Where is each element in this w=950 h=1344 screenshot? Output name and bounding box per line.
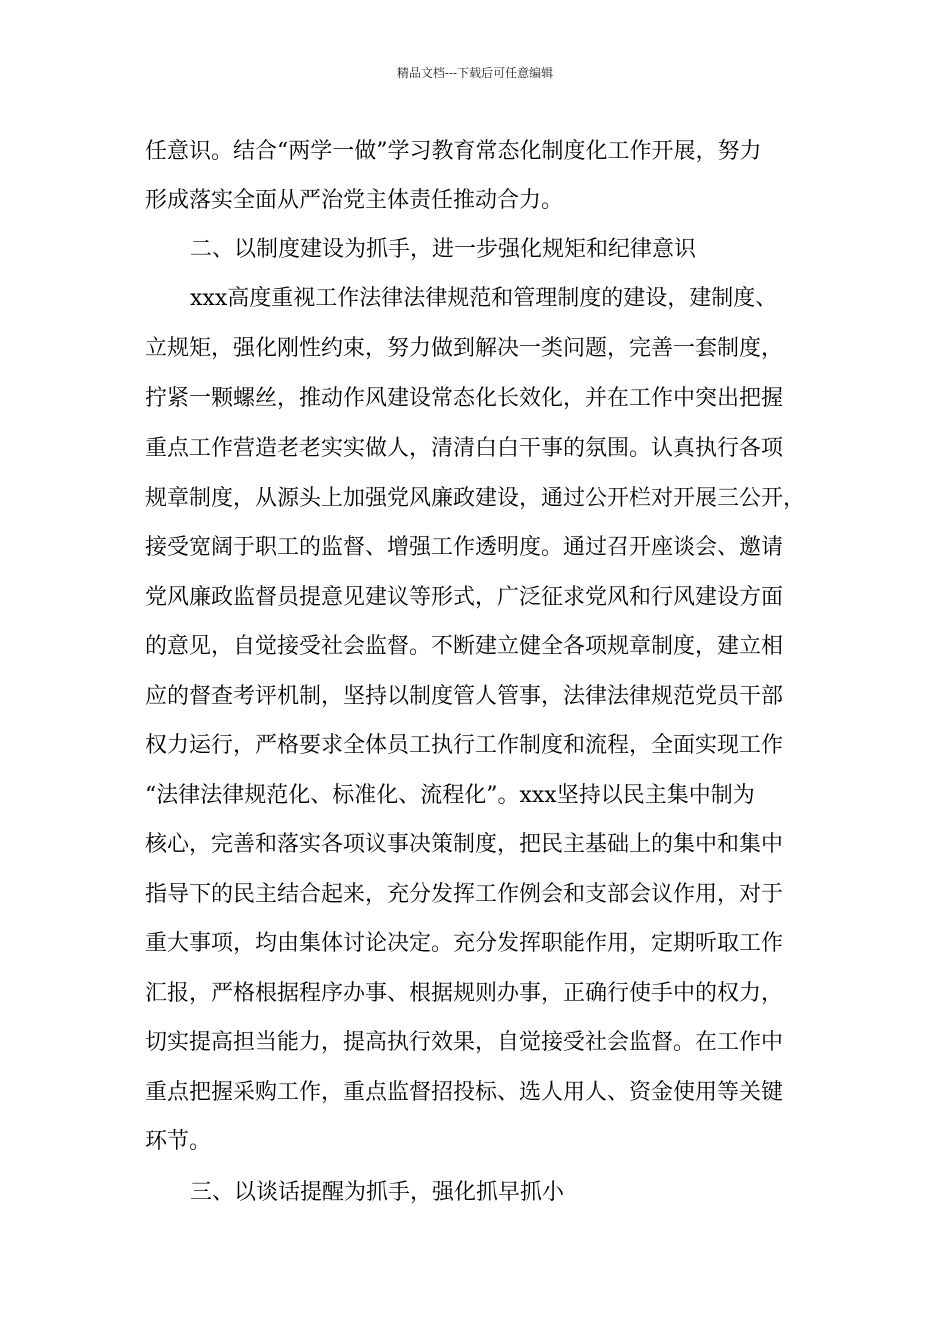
text-line: 接受宽阔于职工的监督、增强工作透明度。通过召开座谈会、邀请 <box>145 535 784 560</box>
text-line: 汇报，严格根据程序办事、根据规则办事，正确行使手中的权力， <box>145 981 784 1006</box>
text-line: 应的督查考评机制，坚持以制度管人管事，法律法律规范党员干部 <box>145 684 784 709</box>
text-line: 切实提高担当能力，提高执行效果，自觉接受社会监督。在工作中 <box>145 1030 784 1055</box>
text-line: 权力运行，严格要求全体员工执行工作制度和流程，全面实现工作 <box>145 733 784 758</box>
text-line: 重大事项，均由集体讨论决定。充分发挥职能作用，定期听取工作 <box>145 931 784 956</box>
text-line: xxx高度重视工作法律法律规范和管理制度的建设，建制度、 <box>190 286 778 311</box>
page-header: 精品文档---下载后可任意编辑 <box>396 66 554 80</box>
text-line: 规章制度，从源头上加强党风廉政建设，通过公开栏对开展三公开， <box>145 486 806 511</box>
text-line: 核心，完善和落实各项议事决策制度，把民主基础上的集中和集中 <box>145 832 784 857</box>
text-line: “法律法律规范化、标准化、流程化”。xxx坚持以民主集中制为 <box>145 783 755 808</box>
text-line: 指导下的民主结合起来，充分发挥工作例会和支部会议作用，对于 <box>145 882 784 907</box>
text-line: 重点把握采购工作，重点监督招投标、选人用人、资金使用等关键 <box>145 1080 784 1105</box>
section-heading: 三、以谈话提醒为抓手，强化抓早抓小 <box>190 1180 565 1205</box>
text-line: 环节。 <box>145 1129 212 1154</box>
text-line: 重点工作营造老老实实做人，清清白白干事的氛围。认真执行各项 <box>145 436 784 461</box>
text-line: 立规矩，强化刚性约束，努力做到解决一类问题，完善一套制度， <box>145 336 784 361</box>
text-line: 拧紧一颗螺丝，推动作风建设常态化长效化，并在工作中突出把握 <box>145 386 784 411</box>
section-heading: 二、以制度建设为抓手，进一步强化规矩和纪律意识 <box>190 237 697 262</box>
text-line: 形成落实全面从严治党主体责任推动合力。 <box>145 188 564 213</box>
text-line: 党风廉政监督员提意见建议等形式，广泛征求党风和行风建设方面 <box>145 585 784 610</box>
text-line: 的意见，自觉接受社会监督。不断建立健全各项规章制度，建立相 <box>145 634 784 659</box>
text-line: 任意识。结合“两学一做”学习教育常态化制度化工作开展，努力 <box>145 139 762 164</box>
